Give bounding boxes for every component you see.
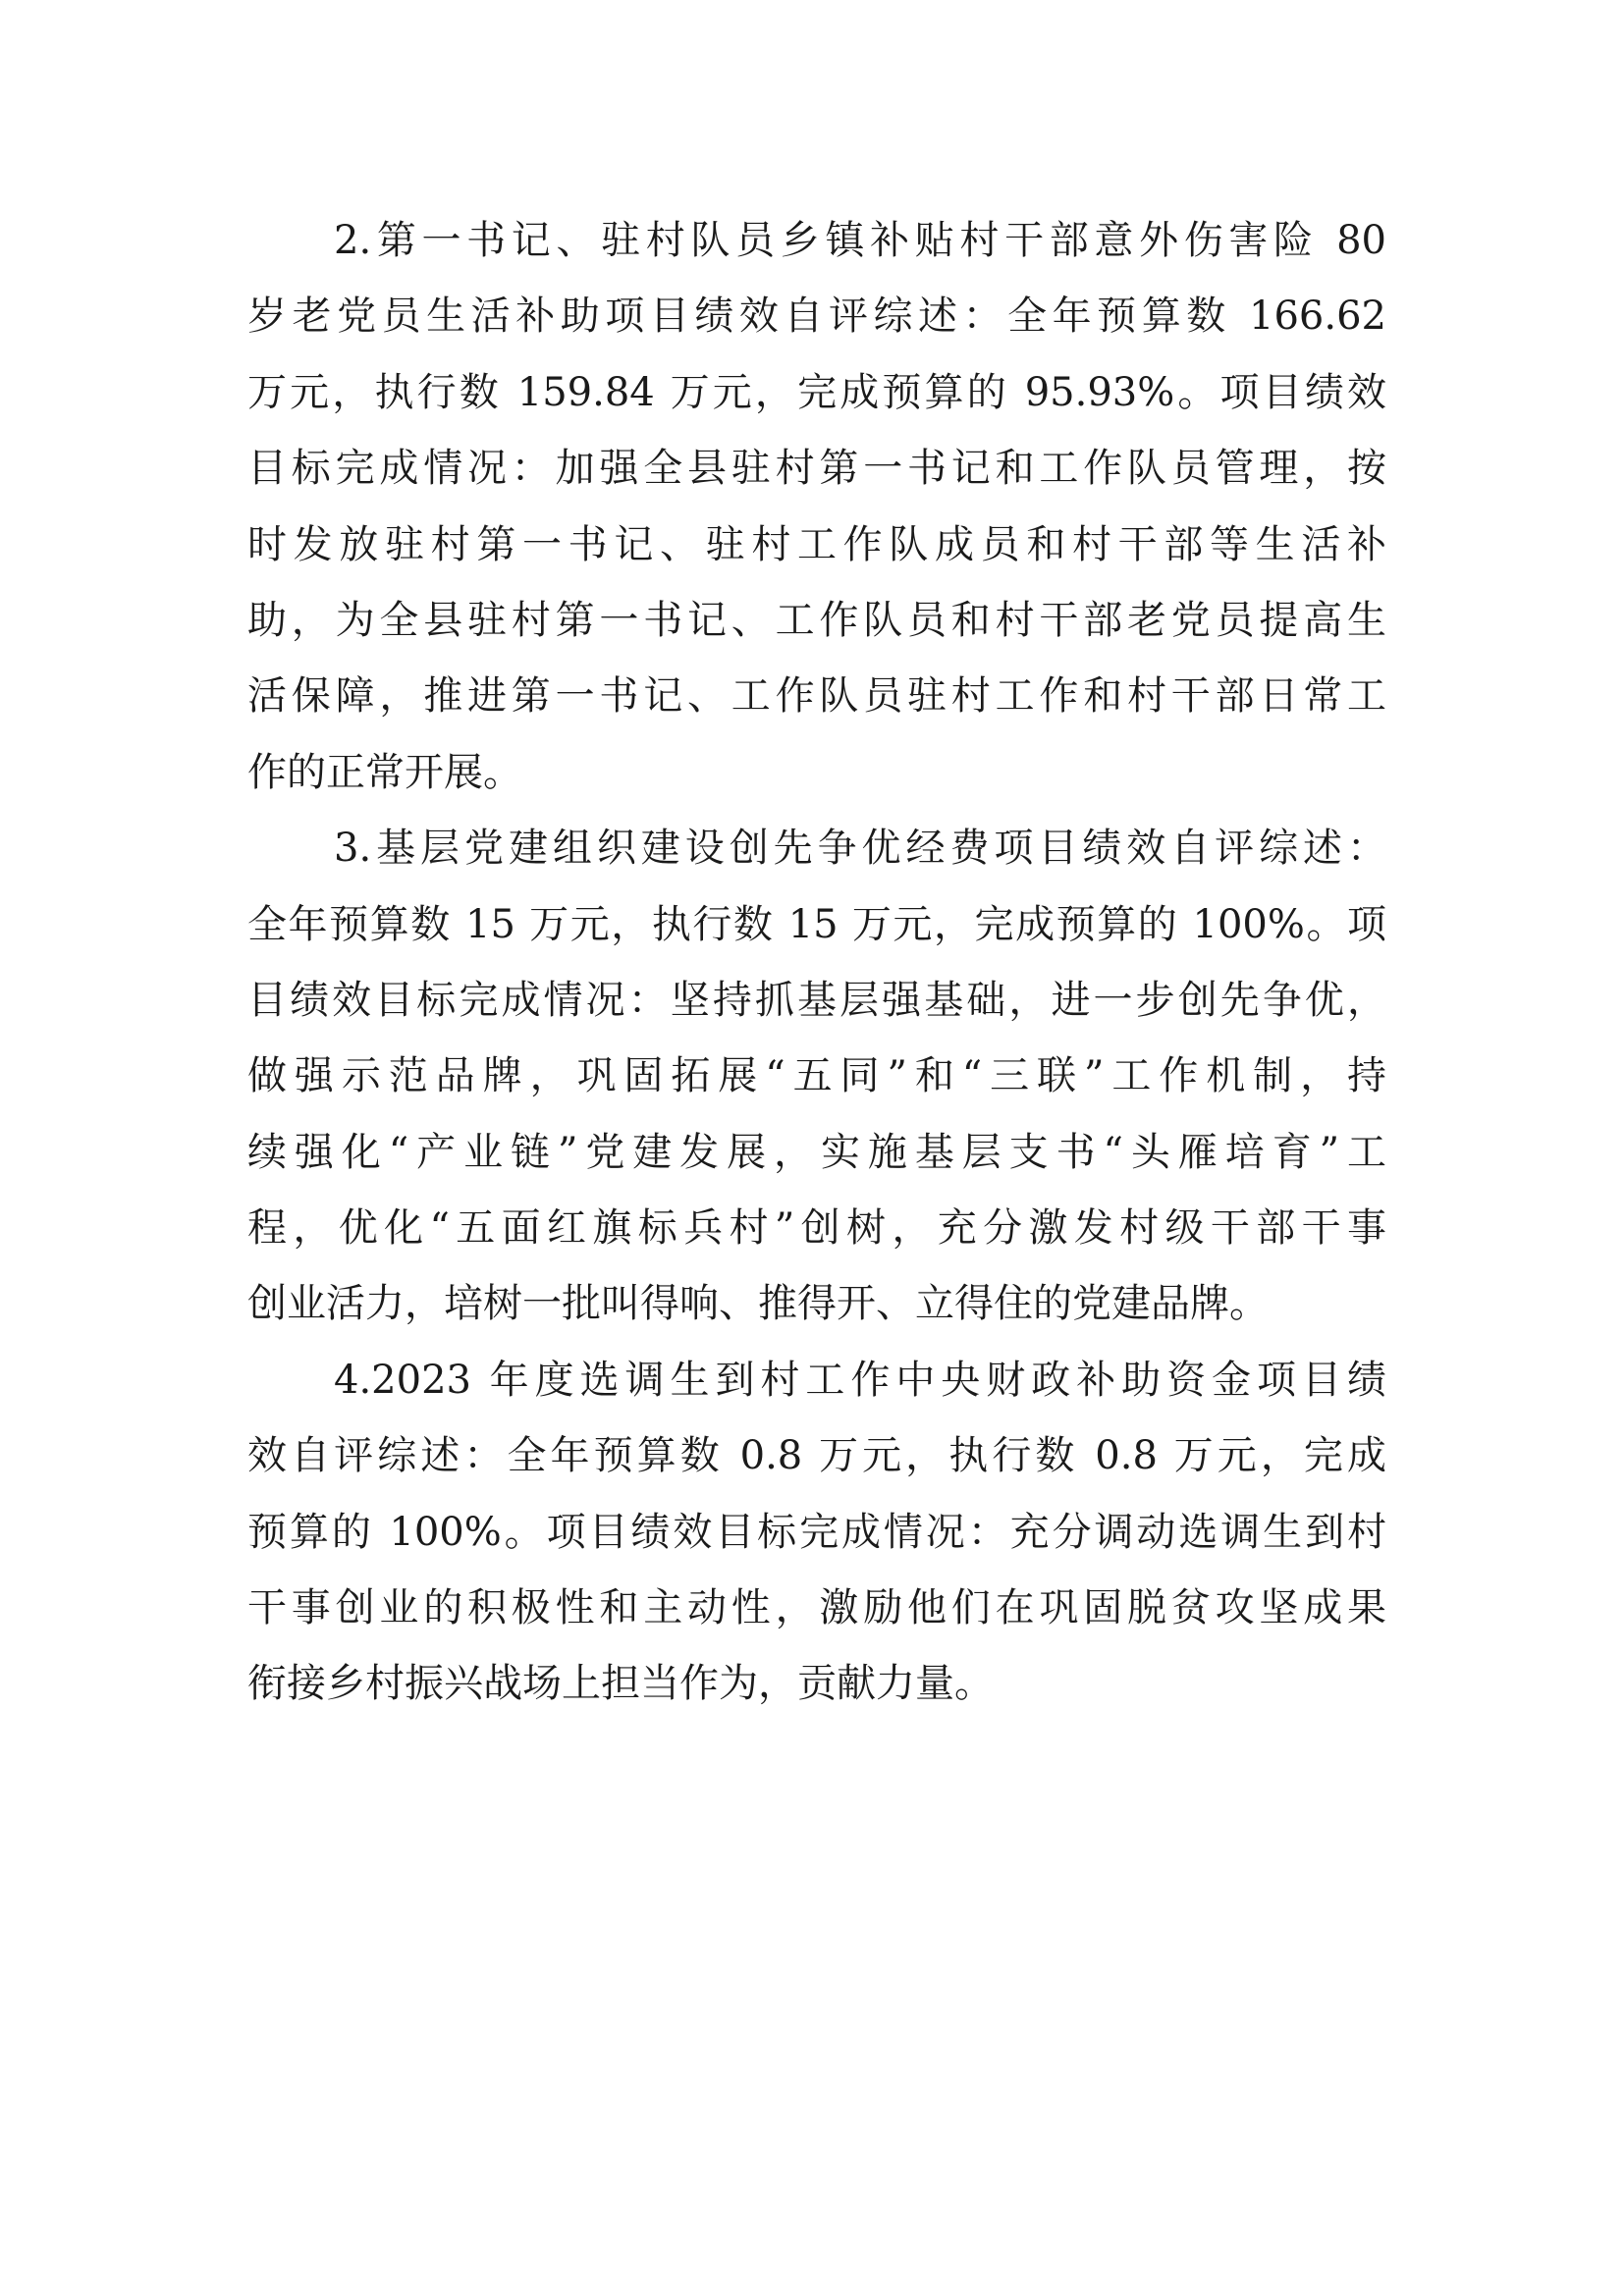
text-line: 衔接乡村振兴战场上担当作为，贡献力量。 [247,1661,994,1707]
text-line: 活保障，推进第一书记、工作队员驻村工作和村干部日常工 [247,673,1386,720]
paragraph-item-4 [247,1343,1386,1723]
text-line: 目标完成情况：加强全县驻村第一书记和工作队员管理，按 [247,446,1386,492]
text-line: 万元，执行数 159.84 万元，完成预算的 95.93%。项目绩效 [247,369,1386,415]
text-line: 全年预算数 15 万元，执行数 15 万元，完成预算的 100%。项 [247,901,1386,947]
text-line: 做强示范品牌，巩固拓展“五同”和“三联”工作机制，持 [247,1053,1386,1099]
text-line: 时发放驻村第一书记、驻村工作队成员和村干部等生活补 [247,521,1386,567]
document-body [247,203,1386,1723]
paragraph-item-3 [247,811,1386,1343]
text-line: 目绩效目标完成情况：坚持抓基层强基础，进一步创先争优， [247,977,1386,1023]
text-line: 预算的 100%。项目绩效目标完成情况：充分调动选调生到村 [247,1509,1386,1555]
text-line: 创业活力，培树一批叫得响、推得开、立得住的党建品牌。 [247,1281,1269,1327]
text-line: 3.基层党建组织建设创先争优经费项目绩效自评综述： [334,826,1386,872]
paragraph-item-2 [247,203,1386,811]
text-line: 岁老党员生活补助项目绩效自评综述：全年预算数 166.62 [247,294,1386,340]
text-line: 续强化“产业链”党建发展，实施基层支书“头雁培育”工 [247,1129,1386,1175]
text-line: 4.2023 年度选调生到村工作中央财政补助资金项目绩 [334,1357,1386,1403]
text-line: 干事创业的积极性和主动性，激励他们在巩固脱贫攻坚成果 [247,1585,1386,1631]
text-line: 效自评综述：全年预算数 0.8 万元，执行数 0.8 万元，完成 [247,1433,1386,1479]
text-line: 作的正常开展。 [247,749,522,795]
text-line: 助，为全县驻村第一书记、工作队员和村干部老党员提高生 [247,597,1386,643]
text-line: 程，优化“五面红旗标兵村”创树，充分激发村级干部干事 [247,1205,1386,1252]
text-line: 2.第一书记、驻村队员乡镇补贴村干部意外伤害险 80 [334,218,1386,263]
